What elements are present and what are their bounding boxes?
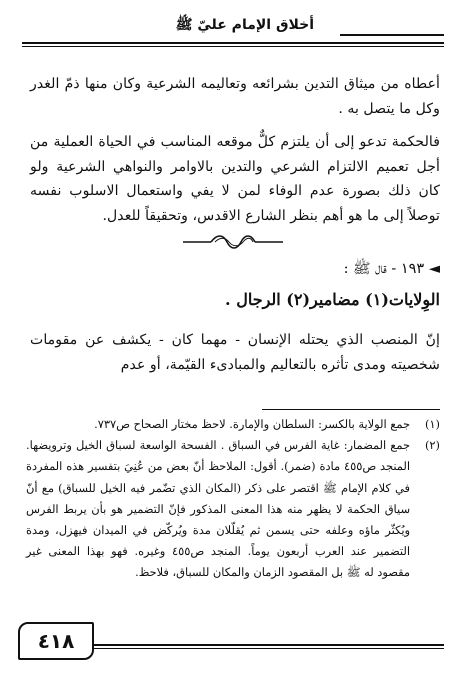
footnote-label: (١) (424, 417, 440, 431)
saying-number: ◄ ١٩٣ - قال ﷺ : (343, 261, 440, 277)
header-title: أخلاق الإمام عليّ ﷺ (175, 17, 314, 33)
footnotes (26, 414, 440, 584)
header-rule-thin (22, 46, 444, 47)
footnote-divider (262, 409, 440, 410)
footnote-text: جمع المضمار: غاية الفرس في السباق . الفسحة الواسعة لسباق الخيل وترويضها. المنجد ص٤٥٥ مادة (ضمر). أقول: الملاحظ أنّ بعض من عُنِيَ بتفسير هذه المفردة في كلام الإمام ﷺ اقتصر على ذكر (المكان الذي تضّمر فيه الخيل للسباق) مع أنّ سياق الحكمة لا يظهر منه هذا المعنى المذكور فإنّ التضمير هو بأن يربط الفرس ويُكثّر ماؤه وعلفه حتى يسمن ثم يُقلّلان مدة ويُركّض في الميدان فيهزل، ومدة التضمير عند العرب أربعون يوماً. المنجد ص٤٥٥ وغيره. فهو بهذا المعنى غير مقصود له ﷺ بل المقصود الزمان والمكان للسباق، فلاحظ. (26, 438, 410, 580)
paragraph-2: فالحكمة تدعو إلى أن يلتزم كلٌّ موقعه المناسب في الحياة العملية من أجل تعميم الالتزام الشرعي والتدين بالاوامر والنواهي الشرعية ولو كان ذلك بصورة عدم الوفاء لمن لا يفي واستعمال الاسلوب نفسه توصلاً إلى ما هو أهم بنظر الشارع الاقدس، وتحقيقاً للعدل. (30, 134, 440, 224)
page-number: ٤١٨ (18, 622, 94, 660)
running-header (22, 10, 444, 48)
footnote-text: جمع الولاية بالكسر: السلطان والإمارة. لاحظ مختار الصحاح ص٧٣٧. (94, 417, 410, 431)
paragraph-3: إنّ المنصب الذي يحتله الإنسان - مهما كان - يكشف عن مقومات شخصيته ومدى تأثره بالتعاليم والمبادىء القيّمة، أو عدم (30, 332, 440, 373)
footer-rule (94, 644, 444, 646)
footer-rule-thin (94, 648, 444, 649)
header-rule (22, 42, 444, 44)
paragraph-1: أعطاه من ميثاق التدين بشرائعه وتعاليمه الشرعية وكان منها ذمّ الغدر وكل ما يتصل به . (30, 76, 440, 117)
footnote-2 (26, 435, 440, 583)
page-footer (18, 618, 444, 658)
footnote-label: (٢) (424, 438, 440, 453)
footnote-1 (26, 414, 440, 435)
section-divider-ornament-icon (183, 234, 283, 250)
saying-title: الوِلايات(١) مضامير(٢) الرجال . (225, 290, 440, 309)
